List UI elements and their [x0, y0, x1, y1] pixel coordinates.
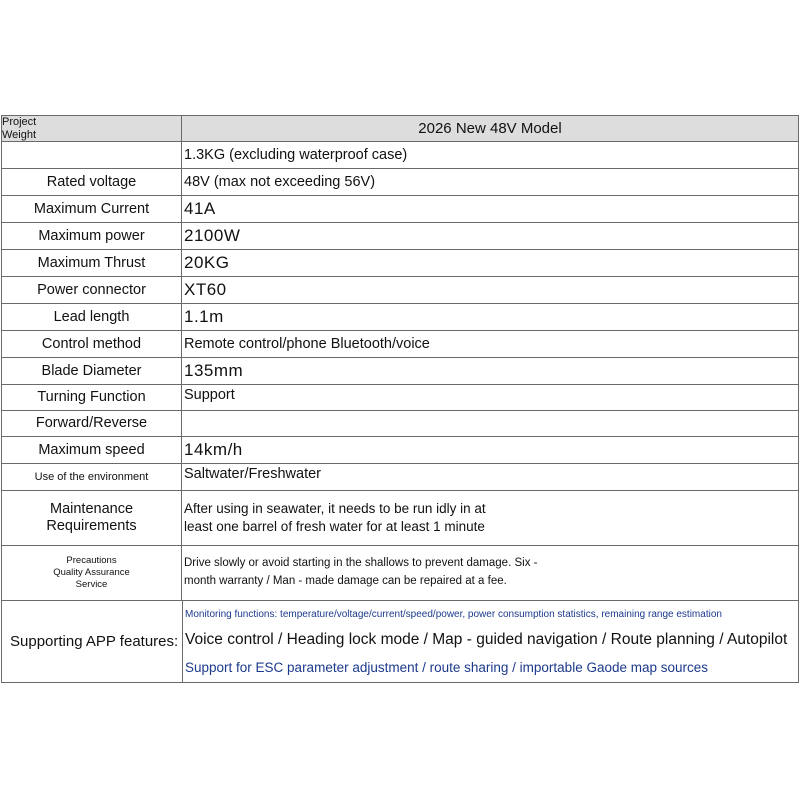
spec-label-blade-diameter: Blade Diameter: [2, 358, 182, 385]
spec-row-maintenance: [2, 491, 799, 546]
header-row: [2, 116, 799, 142]
spec-value-turning-function: Support: [182, 385, 799, 411]
spec-label-max-current: Maximum Current: [2, 196, 182, 223]
header-label: [2, 116, 182, 142]
spec-label-environment: Use of the environment: [2, 464, 182, 491]
spec-row-control-method: [2, 331, 799, 358]
precautions-text-line1: Drive slowly or avoid starting in the shallows to prevent damage. Six -: [184, 557, 538, 570]
spec-row-forward-reverse: [2, 411, 799, 437]
spec-label-max-thrust: Maximum Thrust: [2, 250, 182, 277]
spec-table: [1, 115, 799, 683]
spec-value-rated-voltage: 48V (max not exceeding 56V): [182, 169, 799, 196]
spec-label-control-method: Control method: [2, 331, 182, 358]
precautions-text-line2: month warranty / Man - made damage can be repaired at a fee.: [184, 575, 507, 587]
spec-value-control-method: Remote control/phone Bluetooth/voice: [182, 331, 799, 358]
spec-value-maintenance: [182, 491, 799, 546]
spec-label-max-power: Maximum power: [2, 223, 182, 250]
spec-row-lead-length: [2, 304, 799, 331]
spec-row-weight: [2, 142, 799, 169]
spec-label-app-features: Supporting APP features:: [2, 601, 182, 683]
precautions-label-line3: Service: [75, 578, 108, 590]
spec-row-rated-voltage: [2, 169, 799, 196]
spec-label: [2, 142, 182, 169]
header-model: [182, 116, 799, 142]
spec-value-power-connector: XT60: [182, 277, 799, 304]
spec-value-max-thrust: 20KG: [182, 250, 799, 277]
spec-value-forward-reverse: [182, 411, 799, 437]
spec-label-lead-length: Lead length: [2, 304, 182, 331]
spec-row-power-connector: [2, 277, 799, 304]
spec-row-max-speed: [2, 437, 799, 464]
spec-row-app-features: [2, 601, 799, 683]
spec-value-lead-length: 1.1m: [182, 304, 799, 331]
spec-row-turning-function: [2, 385, 799, 411]
spec-value-max-current: 41A: [182, 196, 799, 223]
spec-row-max-thrust: [2, 250, 799, 277]
spec-label-max-speed: Maximum speed: [2, 437, 182, 464]
spec-row-precautions: [2, 546, 799, 601]
spec-row-environment: [2, 464, 799, 491]
header-label-project: Project: [2, 116, 37, 129]
precautions-label-line2: Quality Assurance: [53, 567, 130, 579]
spec-row-max-current: [2, 196, 799, 223]
maintenance-label-line1: Maintenance: [49, 501, 134, 518]
precautions-label-line1: Precautions: [66, 555, 117, 567]
spec-value-weight: 1.3KG (excluding waterproof case): [182, 142, 799, 169]
spec-label-forward-reverse: Forward/Reverse: [2, 411, 182, 437]
maintenance-text-line1: After using in seawater, it needs to be run idly in at: [184, 501, 486, 517]
header-label-weight: Weight: [2, 129, 37, 141]
model-title: 2026 New 48V Model: [418, 120, 562, 137]
maintenance-label-line2: Requirements: [46, 518, 137, 534]
spec-row-blade-diameter: [2, 358, 799, 385]
spec-label-rated-voltage: Rated voltage: [2, 169, 182, 196]
spec-value-blade-diameter: 135mm: [182, 358, 799, 385]
spec-label-maintenance: [2, 491, 182, 546]
spec-value-precautions: [182, 546, 799, 601]
spec-value-environment: Saltwater/Freshwater: [182, 464, 799, 491]
spec-value-max-power: 2100W: [182, 223, 799, 250]
app-features-monitoring: Monitoring functions: temperature/voltage/current/speed/power, power consumption statistics, remaining range estimation: [185, 608, 722, 620]
spec-row-max-power: [2, 223, 799, 250]
spec-label-precautions: [2, 546, 182, 601]
spec-label-turning-function: Turning Function: [2, 385, 182, 411]
spec-value-max-speed: 14km/h: [182, 437, 799, 464]
app-features-support: Support for ESC parameter adjustment / route sharing / importable Gaode map sources: [185, 659, 709, 675]
app-features-controls: Voice control / Heading lock mode / Map - guided navigation / Route planning / Autopilot: [185, 630, 788, 648]
maintenance-text-line2: least one barrel of fresh water for at least 1 minute: [184, 519, 485, 534]
spec-label-power-connector: Power connector: [2, 277, 182, 304]
spec-value-app-features: [182, 601, 799, 683]
